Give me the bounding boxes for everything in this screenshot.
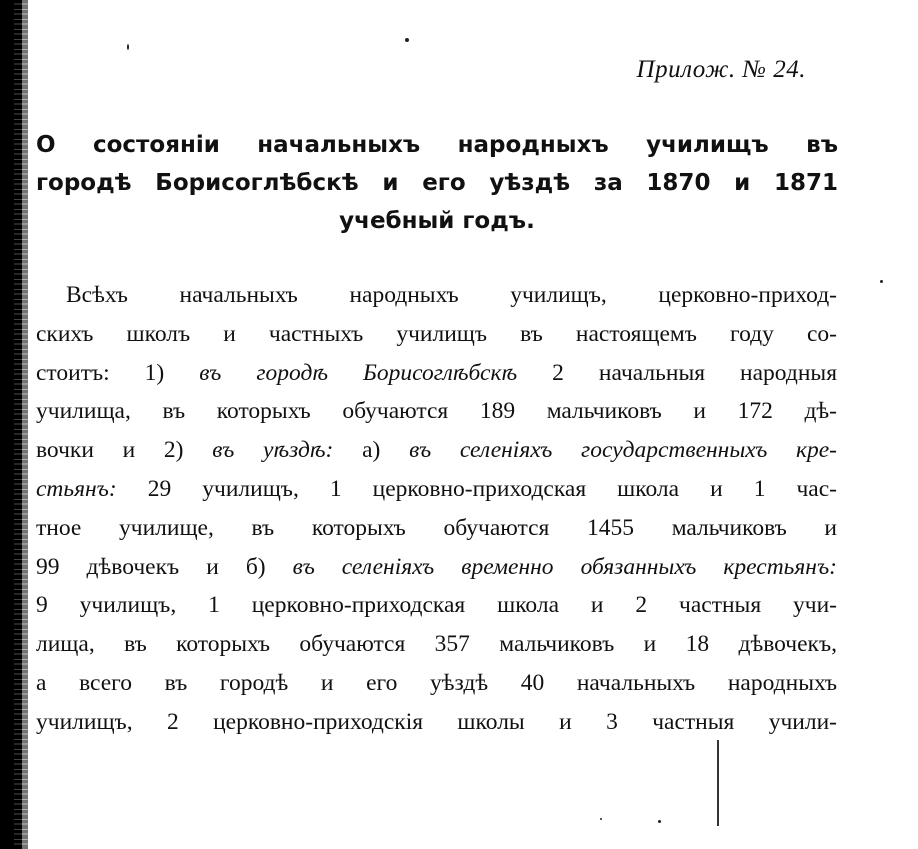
italic-text-run: въ городѣ Борисоглѣбскѣ [199,359,518,386]
scan-speck [658,820,661,823]
body-line-3 [36,354,837,393]
body-line-5 [36,431,837,470]
italic-text-run: въ селенiяхъ временно обязанныхъ крестьянъ: [292,553,837,580]
text-run: стоитъ: 1) [36,359,200,386]
body-line-12 [36,703,837,742]
text-run: вочки и 2) [36,437,213,464]
text-run: тное училище, въ которыхъ обучаются 1455 мальчиковъ и [36,514,837,541]
text-run: а) [333,437,410,464]
body-line-11 [36,664,837,703]
text-run: 29 училищъ, 1 церковно-приходская школа и 1 час- [116,475,837,502]
document-title [36,126,838,240]
scan-speck [880,280,883,283]
body-line-6 [36,470,837,509]
text-run: скихъ школъ и частныхъ училищъ въ настоящемъ году со- [36,320,837,347]
body-line-1 [36,276,837,315]
italic-text-run: въ уѣздѣ: [212,437,334,464]
scan-vertical-mark [717,740,719,826]
title-line-1: О состоянiи начальныхъ народныхъ училищъ въ [36,132,838,158]
body-line-2 [36,315,837,354]
text-run: лища, въ которыхъ обучаются 357 мальчиковъ и 18 дѣвочекъ, [36,631,837,658]
body-paragraph [36,276,837,742]
text-run: училища, въ которыхъ обучаются 189 мальчиковъ и 172 дѣ- [36,398,837,425]
text-run: 99 дѣвочекъ и б) [36,553,293,580]
text-run: училищъ, 2 церковно-приходскiя школы и 3 частныя учили- [36,708,837,735]
italic-text-run: въ селенiяхъ государственныхъ кре- [409,437,837,464]
text-run: 9 училищъ, 1 церковно-приходская школа и 2 частныя учи- [36,592,837,619]
text-run: а всего въ городѣ и его уѣздѣ 40 начальныхъ народныхъ [36,669,837,696]
scan-speck [600,818,602,820]
scan-speck [127,44,129,50]
body-line-10 [36,625,837,664]
body-line-9 [36,586,837,625]
body-line-7 [36,509,837,548]
body-line-4 [36,392,837,431]
text-run: Всѣхъ начальныхъ народныхъ училищъ, церковно-приход- [66,282,837,308]
appendix-label: Прилож. № 24. [636,56,806,83]
scan-speck [405,38,409,42]
italic-text-run: стьянъ: [36,475,117,502]
title-line-3: учебный годъ. [339,208,535,234]
body-line-8 [36,548,837,587]
text-run: 2 начальныя народныя [517,359,838,386]
title-line-2: городѣ Борисоглѣбскѣ и его уѣздѣ за 1870 и 1871 [36,170,838,196]
scan-binding-edge [0,0,22,849]
